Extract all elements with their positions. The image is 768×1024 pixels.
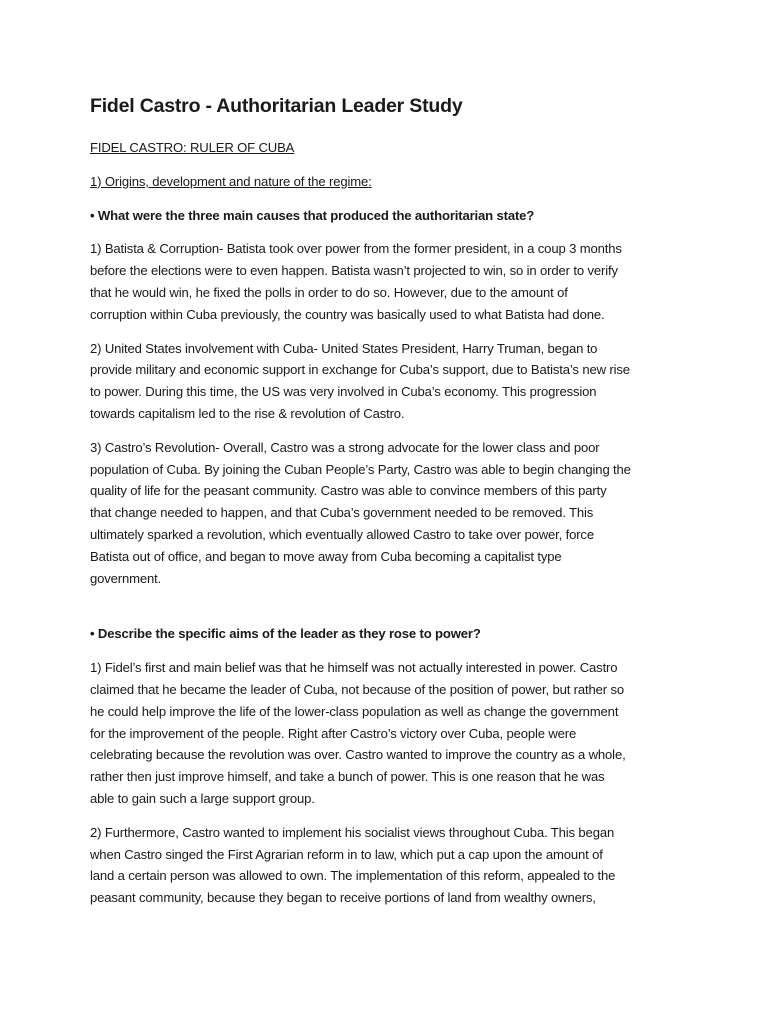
text-line: towards capitalism led to the rise & revolution of Castro. xyxy=(90,405,405,421)
paragraph-cause-2 xyxy=(90,338,690,425)
text-line: that change needed to happen, and that Cuba’s government needed to be removed. This xyxy=(90,505,594,521)
text-line: claimed that he became the leader of Cuba, not because of the position of power, but rather so xyxy=(90,681,625,697)
text-line: 1) Fidel’s first and main belief was that he himself was not actually interested in power. Castro xyxy=(90,660,618,676)
text-line: for the improvement of the people. Right after Castro’s victory over Cuba, people were xyxy=(90,725,577,741)
text-line: provide military and economic support in exchange for Cuba’s support, due to Batista’s new rise xyxy=(90,362,630,378)
document-body xyxy=(90,92,690,921)
text-line: corruption within Cuba previously, the country was basically used to what Batista had done. xyxy=(90,306,605,322)
question-aims: • Describe the specific aims of the leader as they rose to power? xyxy=(90,626,481,642)
section-heading: 1) Origins, development and nature of the regime: xyxy=(90,173,372,189)
text-line: quality of life for the peasant community. Castro was able to convince members of this party xyxy=(90,483,607,499)
paragraph-cause-1 xyxy=(90,238,690,325)
document-title: Fidel Castro - Authoritarian Leader Study xyxy=(90,95,463,117)
text-line: to power. During this time, the US was very involved in Cuba’s economy. This progression xyxy=(90,384,597,400)
text-line: 1) Batista & Corruption- Batista took over power from the former president, in a coup 3 months xyxy=(90,241,622,257)
text-line: before the elections were to even happen. Batista wasn’t projected to win, so in order to verify xyxy=(90,263,618,279)
text-line: 3) Castro’s Revolution- Overall, Castro was a strong advocate for the lower class and poor xyxy=(90,439,600,455)
text-line: 2) United States involvement with Cuba- United States President, Harry Truman, began to xyxy=(90,340,598,356)
text-line: he could help improve the life of the lower-class population as well as change the government xyxy=(90,703,619,719)
text-line: that he would win, he fixed the polls in order to do so. However, due to the amount of xyxy=(90,284,568,300)
document-subtitle: FIDEL CASTRO: RULER OF CUBA xyxy=(90,140,295,155)
text-line: Batista out of office, and began to move away from Cuba becoming a capitalist type xyxy=(90,548,562,564)
paragraph-aim-2 xyxy=(90,822,690,909)
paragraph-cause-3 xyxy=(90,437,690,590)
paragraph-aim-1 xyxy=(90,657,690,810)
text-line: celebrating because the revolution was over. Castro wanted to improve the country as a whole, xyxy=(90,747,626,763)
paragraph-spacer xyxy=(90,601,690,623)
text-line: population of Cuba. By joining the Cuban People’s Party, Castro was able to begin changing the xyxy=(90,461,631,477)
text-line: rather then just improve himself, and take a bunch of power. This is one reason that he was xyxy=(90,769,605,785)
text-line: able to gain such a large support group. xyxy=(90,790,315,806)
text-line: government. xyxy=(90,570,162,586)
text-line: when Castro singed the First Agrarian reform in to law, which put a cap upon the amount of xyxy=(90,846,603,862)
text-line: land a certain person was allowed to own. The implementation of this reform, appealed to the xyxy=(90,868,616,884)
text-line: 2) Furthermore, Castro wanted to implement his socialist views throughout Cuba. This began xyxy=(90,824,615,840)
text-line: ultimately sparked a revolution, which eventually allowed Castro to take over power, force xyxy=(90,526,594,542)
text-line: peasant community, because they began to receive portions of land from wealthy owners, xyxy=(90,890,596,906)
question-causes: • What were the three main causes that produced the authoritarian state? xyxy=(90,207,535,223)
